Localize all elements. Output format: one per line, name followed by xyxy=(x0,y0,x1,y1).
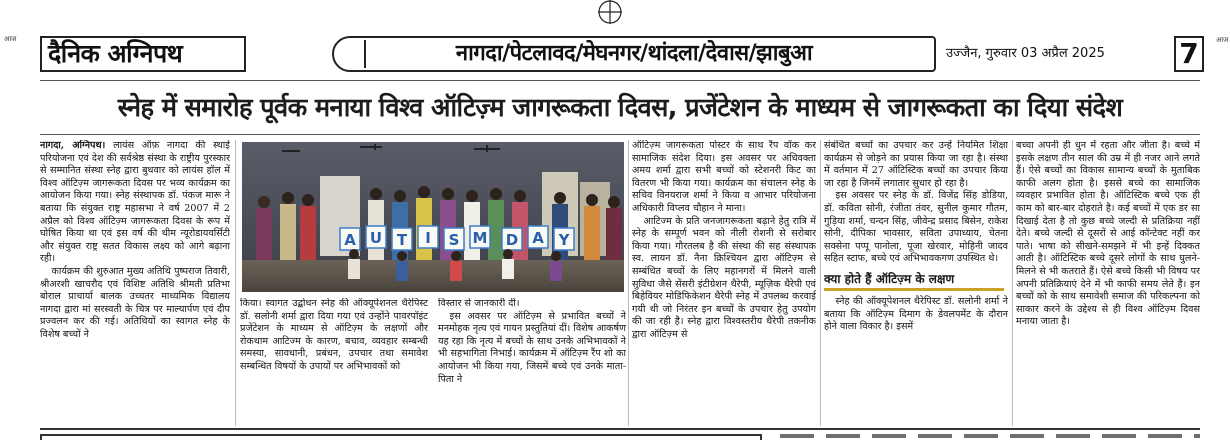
column-separator xyxy=(820,140,821,426)
article-headline: स्नेह में समारोह पूर्वक मनाया विश्व ऑटिज़्म जागरूकता दिवस, प्रजेंटेशन के माध्यम से जागरूकता का दिया संदेश xyxy=(117,93,1123,123)
article-paragraph: किया। स्वागत उद्बोधन स्नेह की ऑक्यूपेशनल थैरेपिस्ट डॉ. सलोनी शर्मा द्वारा दिया गया एवं उन्होंने पावरपॉइंट प्रजेंटेशन के माध्यम से ऑटिज़्म के लक्षणों और रोकथाम आटिज्म के कारण, बचाव, व्यवहार सम्बन्धी समस्या, सावधानी, प्रबंधन, उपचार तथा समावेश सम्बन्धित विषयों के उपायों पर अभिभावकों को xyxy=(240,298,428,372)
article-paragraph: कार्यक्रम की शुरुआत मुख्य अतिथि पुष्पराज तिवारी, श्रीअरशी खाचरौद एवं विशिष्ट अतिथि श्रीमती प्रतिभा बोराल प्राचार्या बालक उच्चतर माध्यमिक विद्यालय नागदा द्वारा मां सरस्वती के चित्र पर माल्यार्पण एवं दीप प्रज्वलन कर की गई। अतिथियों का स्वागत स्नेह के विशेष बच्चों ने xyxy=(40,265,230,340)
crop-mark-left: आज xyxy=(4,35,17,43)
article-paragraph: इस अवसर पर ऑटिज़्म से प्रभावित बच्चों ने मनमोहक नृत्य एवं गायन प्रस्तुतियां दीं। विशेष आकर्षण यह रहा कि नृत्य में बच्चों के साथ उनके अभिभावकों ने भी सहभागिता निभाई। कार्यक्रम में ऑटिज़्म रैंप शो का आयोजन भी किया गया, जिसमें बच्चे एवं उनके माता-पिता ने xyxy=(438,310,626,385)
placard-letter: M xyxy=(472,229,488,247)
edition-banner xyxy=(332,36,936,72)
placard-letter: Y xyxy=(558,231,570,249)
edition-cities: नागदा/पेटलावद/मेघनगर/थांदला/देवास/झाबुआ xyxy=(455,41,813,66)
masthead xyxy=(40,34,1200,74)
placard-letter: A xyxy=(344,231,356,249)
article-paragraph: आटिज्म के प्रति जनजागरूकता बढ़ाने हेतु रात्रि में स्नेह के सम्पूर्ण भवन को नीली रोशनी से सरोबार किया गया। गौरतलब है की संस्था की सह संस्थापक स्व. लायन डॉ. नैना क्रिश्चियन द्वारा ऑटिज़्म से सम्बंधित बच्चों के लिए महानगरों में मिलने वाली सुविधा जैसे सेंसरी इंटीग्रेशन थैरेपी, म्यूज़िक थैरेपी एवं बिहेवियर मोडिफिकेशन थैरेपी स्नेह में उपलब्ध करवाई गयी थी जो निरंतर इन बच्चों के उपचार हेतु उपयोग की जा रही है। स्नेह द्वारा विश्वस्तरीय थैरेपी तकनीक द्वारा ऑटिज़्म से xyxy=(632,215,816,340)
placard-letter: U xyxy=(369,229,383,247)
article-paragraph: ऑटिज़्म जागरूकता पोस्टर के साथ रैंप वॉक कर सामाजिक संदेश दिया। इस अवसर पर अधिवक्ता अमय शर्मा द्वारा सभी बच्चों को स्टेशनरी किट का वितरण भी किया गया। कार्यक्रम का संचालन स्नेह के सचिव विनयराज शर्मा ने किया व आभार परियोजना अधिकारी विप्लव चौहान ने माना। xyxy=(632,140,816,214)
article-paragraph: विस्तार से जानकारी दी। xyxy=(438,298,520,309)
article-bottom-rule xyxy=(40,428,1200,430)
placard-letter: T xyxy=(396,231,408,249)
registration-mark xyxy=(590,0,630,32)
article-column-4 xyxy=(632,140,816,426)
placard-letter: S xyxy=(448,231,460,249)
column-separator xyxy=(628,140,629,426)
masthead-rule xyxy=(40,80,1200,81)
headline-rule xyxy=(40,134,1200,135)
article-paragraph: बच्चा अपनी ही धुन में रहता और जीता है। बच्चे में इसके लक्षण तीन साल की उम्र में ही नजर आने लगते हैं। ऐसे बच्चों का विकास सामान्य बच्चों के मुताबिक काफी अलग होता है। इससे बच्चे का सामाजिक व्यवहार प्रभावित होता है। ऑटिस्टिक बच्चे एक ही काम को बार-बार दोहराते है। कई बच्चों में एक डर सा दिखाई देता है तो कुछ बच्चे जल्दी से प्रतिक्रिया नहीं देते। बच्चे जल्दी से दूसरों से आई कॉन्टेक्ट नहीं कर पाते। भाषा को सीखने-समझने में भी इन्हें दिक्कत आती है। ऑटिस्टिक बच्चे दूसरे लोगों के साथ घुलने-मिलने से भी कतराते हैं। ऐसे बच्चे किसी भी विषय पर अपनी प्रतिक्रियाएं देने में भी काफी समय लेते हैं। इन बच्चों को के साथ समावेशी समाज की परिकल्पना को साकार करने के उद्देश्य से ही विश्व ऑटिज़्म दिवस मनाया जाता है। xyxy=(1016,140,1200,328)
next-article-box xyxy=(40,434,762,440)
next-article-headline-strip xyxy=(780,434,1200,440)
crop-mark-right: आज xyxy=(1216,36,1229,44)
event-group-photo xyxy=(242,142,624,292)
article-subheading: क्या होते हैं ऑटिज़्म के लक्षण xyxy=(824,270,1004,291)
newspaper-logo: दैनिक अग्निपथ xyxy=(40,36,246,72)
article-column-5 xyxy=(824,140,1008,426)
dateline: उज्जैन, गुरुवार 03 अप्रैल 2025 xyxy=(946,46,1105,61)
autism-day-placards xyxy=(340,226,574,250)
column-separator xyxy=(1012,140,1013,426)
article-paragraph: स्नेह की ऑक्यूपेशनल थैरेपिस्ट डॉ. सलोनी शर्मा ने बताया कि ऑटिज़्म दिमाग के डेवलपमेंट के दौरान होने वाला विकार है। इसमें xyxy=(824,295,1008,333)
article-paragraph: संबंधित बच्चों का उपचार कर उन्हें नियमित शिक्षा कार्यक्रम से जोड़ने का प्रयास किया जा रहा है। संस्था में वर्तमान में 27 ऑटिस्टिक बच्चों का उपचार किया जा रहा है जिनमें लगातार सुधार हो रहा है। xyxy=(824,140,1008,189)
article-paragraph: इस अवसर पर स्नेह के डॉ. विजेंद्र सिंह डोडिया, डॉ. कविता सोनी, रंजीता तंवर, सुनील कुमार गौतम, गुड़िया शर्मा, चन्दन सिंह, जीवेन्द्र प्रसाद बिसेन, राकेश सोनी, दीपिका भावसार, सविता उपाध्याय, चेतना सक्सेना पप्पू पानोला, पूजा खेरवार, मोहिनी जादव सहित स्टाफ, बच्चे एवं अभिभावकगण उपस्थित थे। xyxy=(824,190,1008,265)
placard-letter: I xyxy=(425,229,431,247)
article-photo xyxy=(242,142,624,292)
page-number: 7 xyxy=(1174,36,1204,72)
article-column-1 xyxy=(40,140,230,426)
article-dateline: नागदा, अग्निपथ। xyxy=(40,140,106,151)
article-column-6 xyxy=(1016,140,1200,426)
column-separator xyxy=(235,140,236,426)
article-column-2 xyxy=(240,298,428,426)
placard-letter: D xyxy=(505,231,519,249)
article-column-3 xyxy=(438,298,626,426)
placard-letter: A xyxy=(532,229,544,247)
article-paragraph: लायंस ऑफ़ नागदा की स्थाई परियोजना एवं देश की सर्वश्रेष्ठ संस्था के राष्ट्रीय पुरस्कार से सम्मानित संस्था स्नेह द्वारा बुधवार को लायंस हॉल में विश्व ऑटिज़्म जागरूकता दिवस पर भव्य कार्यक्रम का आयोजन किया गया। स्नेह संस्थापक डॉ. पंकज मारू ने बताया कि संयुक्त राष्ट्र महासभा ने वर्ष 2007 में 2 अप्रैल को विश्व ऑटिज़्म जागरूकता दिवस के रूप में घोषित किया था एवं इस वर्ष की थीम न्यूरोडायवर्सिटी और संयुक्त राष्ट्र सतत विकास लक्ष्य को आगे बढ़ाना रही। xyxy=(40,140,230,265)
